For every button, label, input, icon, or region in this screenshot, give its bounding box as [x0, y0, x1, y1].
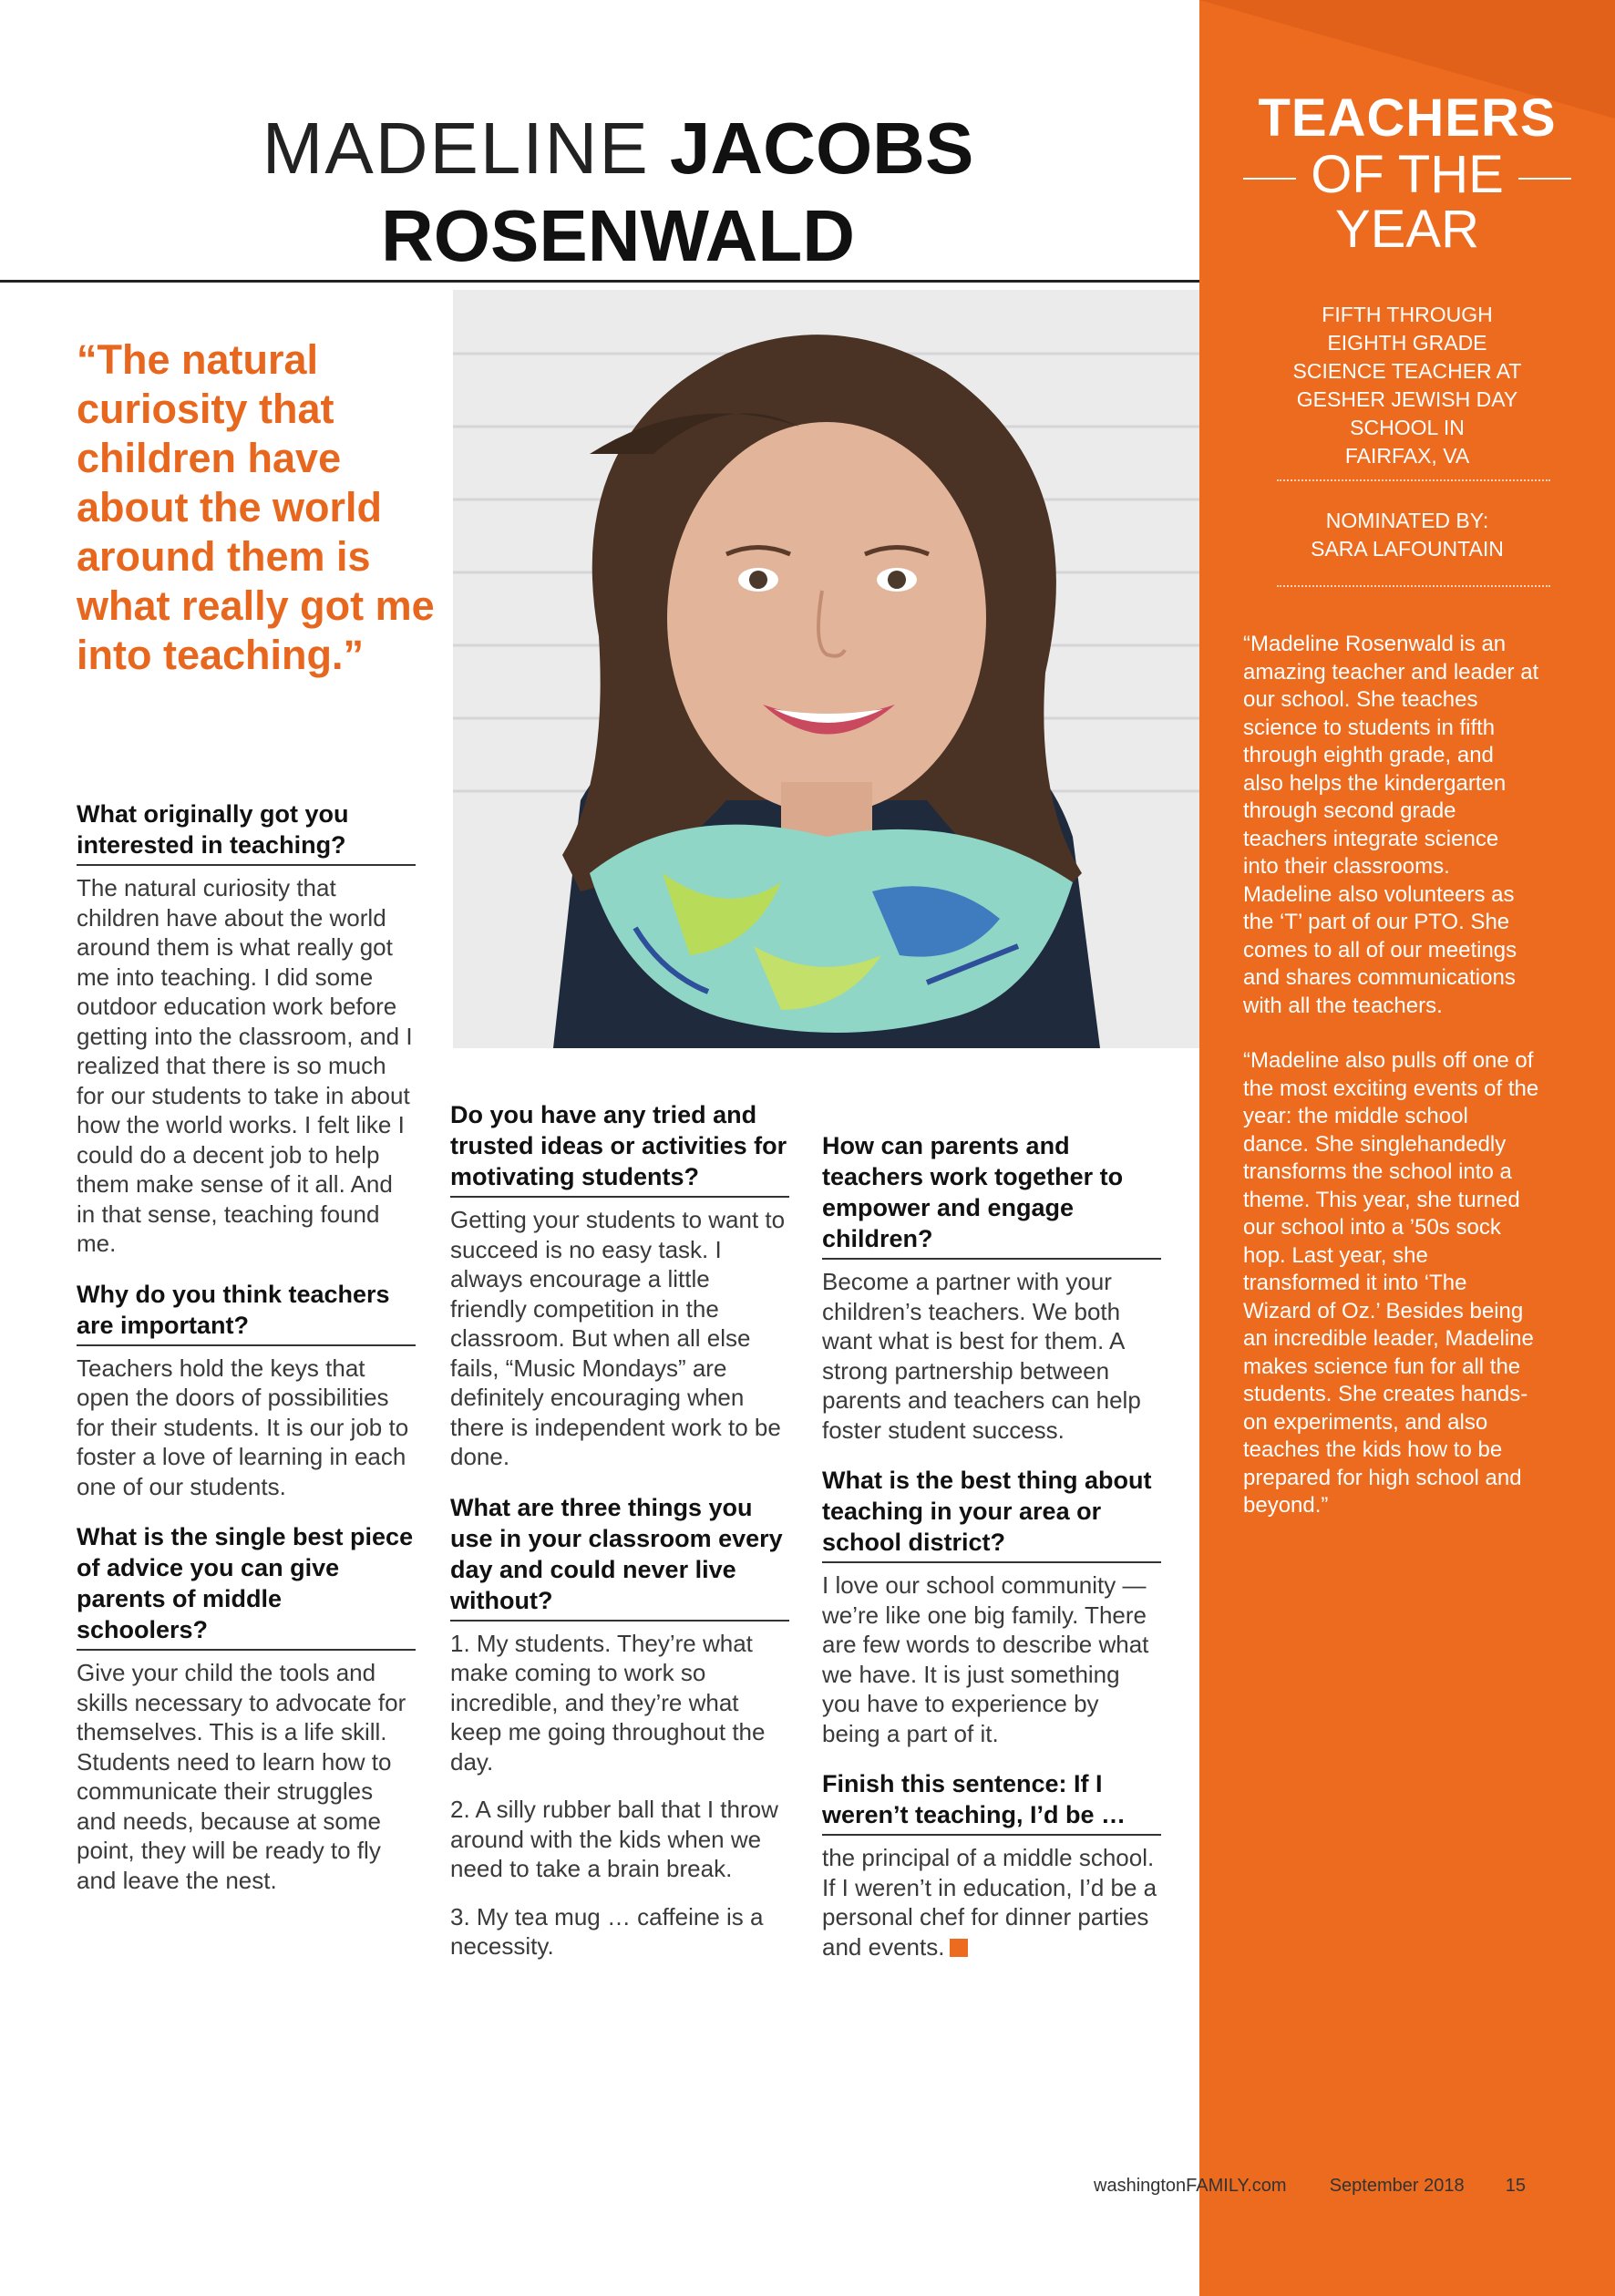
- answer-text: Teachers hold the keys that open the doors of possibilities for their students. It is our job to foster a love of learning in each one of our students.: [77, 1354, 409, 1500]
- title-rule: [0, 280, 1199, 283]
- end-mark-icon: [950, 1939, 968, 1957]
- title-middle-name: JACOBS: [669, 108, 974, 189]
- nominated-label: NOMINATED BY:: [1325, 509, 1489, 532]
- teacher-portrait-photo: [453, 290, 1199, 1048]
- answer-text: I love our school community — we’re like one big family. There are few words to describe what we have. It is just something you have to experience by being a part of it.: [822, 1571, 1149, 1747]
- answer-text: Become a partner with your children’s teachers. We both want what is best for them. A strong partnership between parents and teachers can help foster student success.: [822, 1268, 1141, 1444]
- answer-text: Getting your students to want to succeed is no easy task. I always encourage a little friendly competition in the classroom. But when all else fails, “Music Mondays” are definitely encouraging when there is independent work to be done.: [450, 1206, 786, 1470]
- answer-text: Give your child the tools and skills necessary to advocate for themselves. This is a life skill. Students need to learn how to communicate their struggles and needs, because at some point, they will be ready to fly and leave the nest.: [77, 1659, 406, 1894]
- answer-text: 1. My students. They’re what make coming to work so incredible, and they’re what keep me going throughout the day.: [450, 1629, 766, 1776]
- question-heading: What is the single best piece of advice you can give parents of middle schoolers?: [77, 1521, 416, 1651]
- footer-issue: September 2018: [1329, 2176, 1465, 2196]
- footer-site: washingtonFAMILY.com: [1094, 2176, 1287, 2196]
- testimonial-paragraph: “Madeline also pulls off one of the most exciting events of the year: the middle school dance. She singlehandedly transforms the school into a theme. This year, she turned our school into a ’50s sock hop. Last year, she transformed it into ‘The Wizard of Oz.’ Besides being an incredible leader, Madeline makes science fun for all the students. She creates hands-on experiments, and also teaches the kids how to be prepared for high school and beyond.”: [1243, 1048, 1539, 1518]
- role-line: SCIENCE TEACHER AT: [1292, 359, 1522, 383]
- final-answer: [822, 1843, 1161, 1961]
- nominated-by: [1245, 507, 1569, 563]
- pull-quote: “The natural curiosity that children have about the world around them is what really got me into teaching.”: [77, 336, 435, 678]
- question-heading: How can parents and teachers work together to empower and engage children?: [822, 1130, 1161, 1260]
- page-number: 15: [1505, 2176, 1526, 2196]
- dotted-divider: [1277, 479, 1550, 481]
- role-line: FAIRFAX, VA: [1344, 444, 1470, 468]
- question-heading: Finish this sentence: If I weren’t teaching, I’d be …: [822, 1768, 1161, 1836]
- question-heading: Do you have any tried and trusted ideas or activities for motivating students?: [450, 1099, 789, 1198]
- role-line: SCHOOL IN: [1350, 416, 1465, 439]
- divider: [1243, 178, 1296, 180]
- answer-text: 3. My tea mug … caffeine is a necessity.: [450, 1902, 764, 1960]
- answer-text: The natural curiosity that children have about the world around them is what really got me into teaching. I did some outdoor education work before getting into the classroom, and I realized that there is so much for our students to take in about how the world works. I felt like I could do a decent job to help them make sense of it all. And in that sense, teaching found me.: [77, 874, 413, 1257]
- question-heading: What is the best thing about teaching in your area or school district?: [822, 1465, 1161, 1563]
- brand-title-line3: YEAR: [1335, 200, 1479, 259]
- brand-title-line2-text: OF THE: [1311, 145, 1504, 204]
- nominator-testimonial: [1243, 631, 1539, 1548]
- qa-column-1: [77, 798, 416, 1915]
- title-first-name: MADELINE: [262, 108, 650, 189]
- divider: [1518, 178, 1571, 180]
- teacher-role: [1245, 301, 1569, 470]
- question-heading: What originally got you interested in teaching?: [77, 798, 416, 866]
- sidebar-panel: [1199, 0, 1615, 2296]
- page-title: [36, 108, 1199, 277]
- nominator-name: SARA LAFOUNTAIN: [1311, 537, 1504, 561]
- testimonial-paragraph: “Madeline Rosenwald is an amazing teacher and leader at our school. She teaches science to students in fifth through eighth grade, and also helps the kindergarten through second grade teachers integrate science into their classrooms. Madeline also volunteers as the ‘T’ part of our PTO. She comes to all of our meetings and shares communications with all the teachers.: [1243, 632, 1539, 1018]
- answer-text: the principal of a middle school. If I weren’t in education, I’d be a personal chef for dinner parties and events.: [822, 1844, 1157, 1961]
- brand-title-line2: [1199, 144, 1615, 205]
- page-footer: [1094, 2176, 1526, 2197]
- title-last-name: ROSENWALD: [381, 195, 855, 276]
- question-heading: Why do you think teachers are important?: [77, 1279, 416, 1346]
- dotted-divider: [1277, 585, 1550, 587]
- role-line: FIFTH THROUGH: [1322, 303, 1493, 326]
- role-line: GESHER JEWISH DAY: [1296, 387, 1518, 411]
- answer-text: 2. A silly rubber ball that I throw around with the kids when we need to take a brain break.: [450, 1796, 778, 1882]
- question-heading: What are three things you use in your classroom every day and could never live without?: [450, 1492, 789, 1622]
- brand-title-line1: TEACHERS: [1258, 88, 1557, 148]
- qa-column-3: [822, 1130, 1161, 1982]
- role-line: EIGHTH GRADE: [1327, 331, 1487, 355]
- qa-column-2: [450, 1099, 789, 1982]
